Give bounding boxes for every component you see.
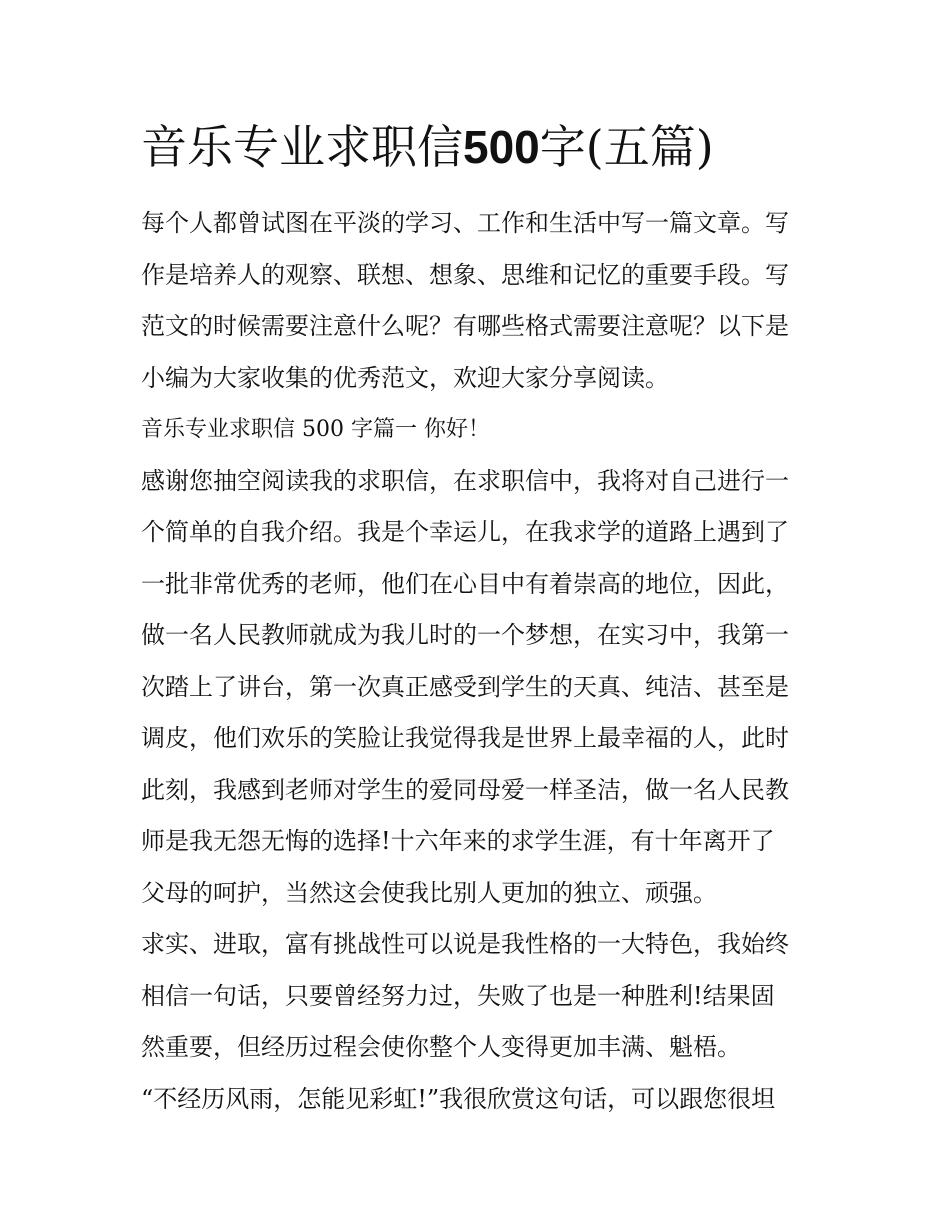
body-line: 做一名人民教师就成为我儿时的一个梦想，在实习中，我第一 bbox=[141, 621, 789, 649]
body-line: 父母的呵护，当然这会使我比别人更加的独立、顽强。 bbox=[141, 878, 717, 907]
body-line: 师是我无怨无悔的选择!十六年来的求学生涯，有十年离开了 bbox=[141, 827, 775, 855]
document-body bbox=[141, 198, 813, 1125]
section-heading: 音乐专业求职信 500 字篇一 你好！ bbox=[141, 417, 490, 442]
body-line: 个简单的自我介绍。我是个幸运儿，在我求学的道路上遇到了 bbox=[141, 518, 789, 546]
title-number: 500 bbox=[463, 121, 540, 173]
body-line: 小编为大家收集的优秀范文，欢迎大家分享阅读。 bbox=[141, 363, 669, 392]
body-line: 相信一句话，只要曾经努力过，失败了也是一种胜利!结果固 bbox=[141, 981, 775, 1010]
body-line: 感谢您抽空阅读我的求职信，在求职信中，我将对自己进行一 bbox=[141, 466, 789, 495]
body-line: 次踏上了讲台，第一次真正感受到学生的天真、纯洁、甚至是 bbox=[141, 672, 789, 701]
body-line: 作是培养人的观察、联想、想象、思维和记忆的重要手段。写 bbox=[141, 260, 789, 289]
body-line: 此刻，我感到老师对学生的爱同母爱一样圣洁，做一名人民教 bbox=[141, 775, 789, 804]
body-line: “不经历风雨，怎能见彩虹!”我很欣赏这句话，可以跟您很坦 bbox=[141, 1084, 776, 1113]
body-line: 求实、进取，富有挑战性可以说是我性格的一大特色，我始终 bbox=[141, 930, 789, 958]
body-line: 然重要，但经历过程会使你整个人变得更加丰满、魁梧。 bbox=[141, 1033, 741, 1061]
document-title bbox=[141, 112, 714, 182]
body-line: 范文的时候需要注意什么呢？有哪些格式需要注意呢？以下是 bbox=[141, 312, 789, 340]
body-line: 调皮，他们欢乐的笑脸让我觉得我是世界上最幸福的人，此时 bbox=[141, 724, 789, 752]
body-line: 一批非常优秀的老师，他们在心目中有着崇高的地位，因此， bbox=[141, 569, 789, 598]
title-prefix: 音乐专业求职信 bbox=[141, 120, 463, 174]
title-suffix: 字(五篇) bbox=[539, 120, 714, 174]
body-line: 每个人都曾试图在平淡的学习、工作和生活中写一篇文章。写 bbox=[141, 209, 789, 237]
